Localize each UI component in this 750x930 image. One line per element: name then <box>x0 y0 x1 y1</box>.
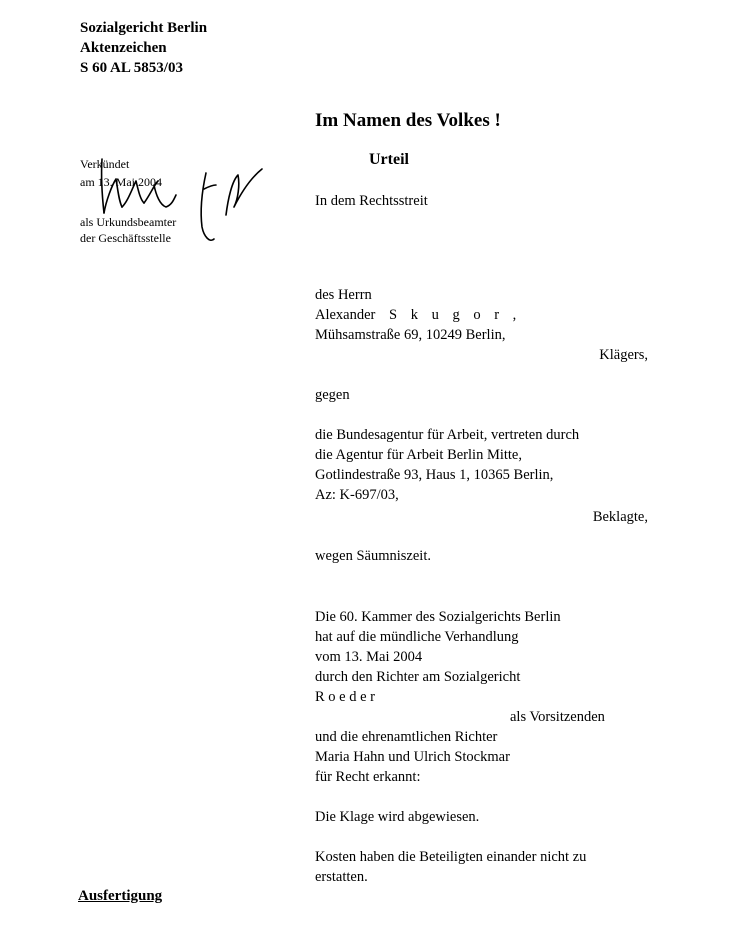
chamber-line-1: Die 60. Kammer des Sozialgerichts Berlin <box>315 609 561 625</box>
judge-role: als Vorsitzenden <box>510 709 605 725</box>
defendant-line-1: die Bundesagentur für Arbeit, vertreten durch <box>315 427 580 443</box>
versus-label: gegen <box>315 387 350 403</box>
clerk-line-4: der Geschäftsstelle <box>80 231 171 245</box>
footer-label: Ausfertigung <box>78 888 163 904</box>
costs-line-1: Kosten haben die Beteiligten einander nicht zu <box>315 849 587 865</box>
page-title: Im Namen des Volkes ! <box>315 110 501 131</box>
defendant-line-3: Gotlindestraße 93, Haus 1, 10365 Berlin, <box>315 467 554 483</box>
plaintiff-address: Mühsamstraße 69, 10249 Berlin, <box>315 327 506 343</box>
plaintiff-first-name: Alexander <box>315 307 376 323</box>
defendant-role: Beklagte, <box>592 509 648 525</box>
clerk-line-3: als Urkundsbeamter <box>80 215 177 229</box>
chamber-line-7: für Recht erkannt: <box>315 769 421 785</box>
costs-line-2: erstatten. <box>315 869 368 885</box>
chamber-line-3: vom 13. Mai 2004 <box>315 649 423 665</box>
court-header <box>80 18 207 78</box>
plaintiff-last-name: S k u g o r , <box>389 307 522 323</box>
court-name: Sozialgericht Berlin <box>80 20 208 36</box>
file-label: Aktenzeichen <box>80 40 167 56</box>
plaintiff-name <box>315 305 521 325</box>
file-number: S 60 AL 5853/03 <box>80 60 183 76</box>
chamber-line-2: hat auf die mündliche Verhandlung <box>315 629 519 645</box>
chamber-line-4: durch den Richter am Sozialgericht <box>315 669 521 685</box>
plaintiff-salutation: des Herrn <box>315 287 372 303</box>
clerk-line-2: am 13. Mai 2004 <box>80 175 162 189</box>
subject-line: wegen Säumniszeit. <box>315 548 431 564</box>
clerk-line-1: Verkündet <box>80 157 130 171</box>
plaintiff-role: Klägers, <box>599 347 648 363</box>
judge-name: R o e d e r <box>315 689 375 705</box>
case-intro: In dem Rechtsstreit <box>315 193 428 209</box>
defendant-line-4: Az: K-697/03, <box>315 487 399 503</box>
defendant-line-2: die Agentur für Arbeit Berlin Mitte, <box>315 447 522 463</box>
signature-image <box>92 155 272 255</box>
chamber-line-6: Maria Hahn und Ulrich Stockmar <box>315 749 510 765</box>
judgment-heading: Urteil <box>369 151 409 168</box>
chamber-line-5: und die ehrenamtlichen Richter <box>315 729 498 745</box>
verdict-line: Die Klage wird abgewiesen. <box>315 809 480 825</box>
